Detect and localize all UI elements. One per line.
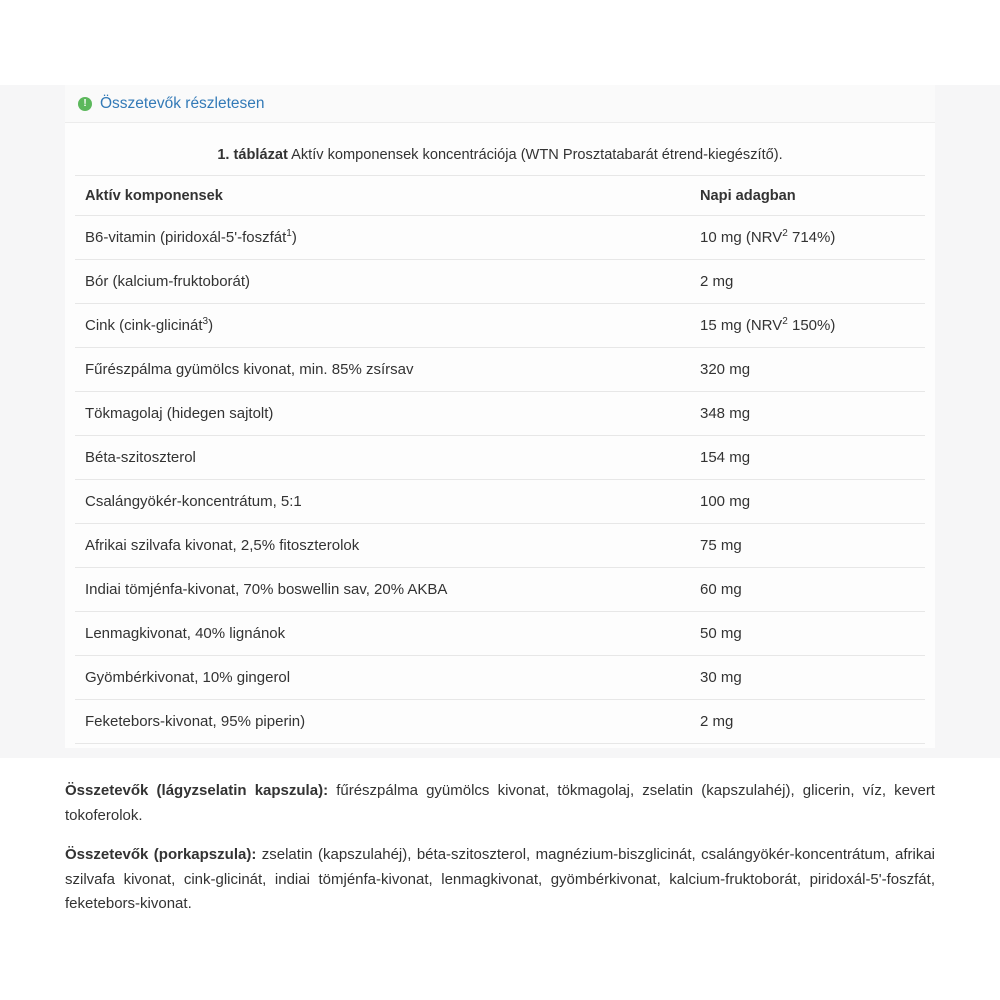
component-cell: Feketebors-kivonat, 95% piperin): [75, 700, 690, 744]
table-header-row: [75, 176, 925, 216]
column-header-daily-dose: Napi adagban: [690, 176, 925, 216]
ingredients-panel: [65, 85, 935, 748]
powder-capsule-ingredients-label: Összetevők (porkapszula):: [65, 846, 257, 863]
active-components-table: [75, 175, 925, 744]
component-cell: Béta-szitoszterol: [75, 436, 690, 480]
amount-cell: 100 mg: [690, 480, 925, 524]
amount-cell: 320 mg: [690, 348, 925, 392]
amount-cell: 75 mg: [690, 524, 925, 568]
component-cell: Cink (cink-glicinát$^3$): [75, 304, 690, 348]
ingredients-details-header[interactable]: [65, 85, 935, 123]
table-row: [75, 700, 925, 744]
ingredients-paragraphs: [65, 779, 935, 917]
table-row: [75, 656, 925, 700]
table-row: [75, 348, 925, 392]
table-row: [75, 524, 925, 568]
amount-cell: 348 mg: [690, 392, 925, 436]
amount-cell: 2 mg: [690, 700, 925, 744]
ingredients-panel-body: [65, 123, 935, 748]
table-row: [75, 216, 925, 260]
amount-cell: 10 mg (NRV$^2$ 714%): [690, 216, 925, 260]
amount-cell: 50 mg: [690, 612, 925, 656]
table-row: [75, 568, 925, 612]
table-row: [75, 260, 925, 304]
ingredients-table-body: [75, 216, 925, 744]
component-cell: Csalángyökér-koncentrátum, 5:1: [75, 480, 690, 524]
component-cell: Bór (kalcium-fruktoborát): [75, 260, 690, 304]
table-row: [75, 480, 925, 524]
amount-cell: 15 mg (NRV$^2$ 150%): [690, 304, 925, 348]
softgel-ingredients-paragraph: [65, 779, 935, 828]
powder-capsule-ingredients-paragraph: [65, 843, 935, 917]
amount-cell: 2 mg: [690, 260, 925, 304]
amount-cell: 30 mg: [690, 656, 925, 700]
powder-capsule-ingredients-list: zselatin (kapszulahéj), béta-szitoszterol, magnézium-biszglicinát, csalángyökér-koncentrátum, afrikai szilvafa kivonat, cink-glicinát, indiai tömjénfa-kivonat, lenmagkivonat, gyömbérkivonat, kalcium-fruktoborát, piridoxál-5'-foszfát, feketebors-kivonat.: [65, 846, 935, 912]
column-header-components: Aktív komponensek: [75, 176, 690, 216]
table-caption-number: 1. táblázat: [217, 147, 288, 163]
amount-cell: 154 mg: [690, 436, 925, 480]
softgel-ingredients-list: fűrészpálma gyümölcs kivonat, tökmagolaj, zselatin (kapszulahéj), glicerin, víz, kevert tokoferolok.: [65, 782, 935, 824]
ingredients-details-title: Összetevők részletesen: [100, 94, 265, 112]
component-cell: Afrikai szilvafa kivonat, 2,5% fitoszterolok: [75, 524, 690, 568]
product-tab-section: [0, 85, 1000, 758]
info-icon: !: [78, 97, 92, 111]
table-row: [75, 392, 925, 436]
table-row: [75, 612, 925, 656]
component-cell: Fűrészpálma gyümölcs kivonat, min. 85% zsírsav: [75, 348, 690, 392]
component-cell: Lenmagkivonat, 40% lignánok: [75, 612, 690, 656]
component-cell: Indiai tömjénfa-kivonat, 70% boswellin sav, 20% AKBA: [75, 568, 690, 612]
table-caption: [75, 147, 925, 163]
table-row: [75, 304, 925, 348]
table-caption-text: Aktív komponensek koncentrációja (WTN Prosztatabarát étrend-kiegészítő).: [287, 147, 783, 163]
softgel-ingredients-label: Összetevők (lágyzselatin kapszula):: [65, 782, 329, 799]
table-row: [75, 436, 925, 480]
amount-cell: 60 mg: [690, 568, 925, 612]
component-cell: Gyömbérkivonat, 10% gingerol: [75, 656, 690, 700]
component-cell: B6-vitamin (piridoxál-5'-foszfát$^1$): [75, 216, 690, 260]
component-cell: Tökmagolaj (hidegen sajtolt): [75, 392, 690, 436]
